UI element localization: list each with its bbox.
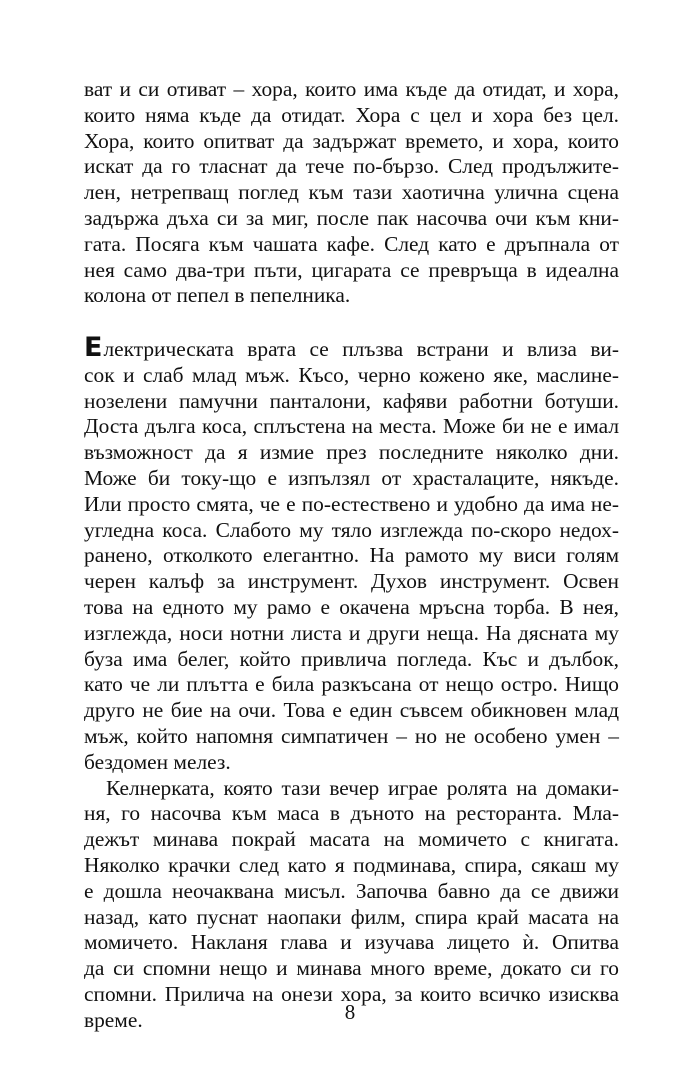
text-line: дежът минава покрай масата на момичето с книгата.	[84, 827, 619, 852]
text-line: ранено, отколкото елегантно. На рамото му виси голям	[84, 543, 619, 568]
page-number: 8	[344, 1000, 356, 1024]
text-line: гата. Посяга към чашата кафе. След като е дръпнала от	[84, 231, 619, 256]
text-line: изглежда, носи нотни листа и други неща. На дясната му	[84, 620, 619, 645]
text-line: буза има белег, който привлича погледа. Къс и дълбок,	[84, 646, 619, 671]
text-line: лен, нетрепващ поглед към тази хаотична улична сцена	[84, 180, 619, 205]
text-line: колона от пепел в пепелника.	[84, 283, 351, 308]
text-line: Келнерката, която тази вечер играе ролята на домаки-	[106, 775, 619, 800]
text-line: черен калъф за инструмент. Духов инструмент. Освен	[84, 569, 619, 594]
text-line: угледна коса. Слабото му тяло изглежда по-скоро недох-	[84, 517, 619, 542]
text-line: възможност да я измие през последните няколко дни.	[84, 440, 619, 465]
text-line: друго не бие на очи. Това е един съвсем обикновен млад	[84, 698, 619, 723]
text-line: спомни. Прилича на онези хора, за които всичко изисква	[84, 981, 619, 1006]
text-line: Може би току-що е изпълзял от храсталаците, някъде.	[84, 465, 619, 490]
text-line: назад, като пуснат наопаки филм, спира край масата на	[84, 904, 619, 929]
text-line: това на едното му рамо е окачена мръсна торба. В нея,	[84, 594, 619, 619]
paragraph-continued	[84, 77, 619, 309]
text-line: нея само два-три пъти, цигарата се превръща в идеална	[84, 257, 619, 282]
text-line: Хора, които опитват да задържат времето, и хора, които	[84, 128, 619, 153]
text-line: момичето. Накланя глава и изучава лицето ѝ. Опитва	[84, 930, 619, 955]
text-line: да си спомни нещо и минава много време, докато си го	[84, 956, 619, 981]
text-line: Няколко крачки след като я подминава, спира, сякаш му	[84, 852, 619, 877]
text-line-first	[84, 332, 619, 363]
text-line: ня, го насочва към маса в дъното на ресторанта. Мла-	[84, 801, 619, 826]
section-body	[84, 332, 619, 1034]
first-line-text: лектрическата врата се плъзва встрани и влиза ви-	[103, 337, 619, 361]
text-line: ват и си отиват – хора, които има къде да отидат, и хора,	[84, 77, 619, 101]
text-line: искат да го тласнат да тече по-бързо. След продължите-	[84, 154, 619, 179]
text-line: време.	[84, 1007, 143, 1032]
text-line: Доста дълга коса, сплъстена на места. Може би не е имал	[84, 414, 619, 439]
text-line: е дошла неочаквана мисъл. Започва бавно да се движи	[84, 878, 619, 903]
text-line: нозелени памучни панталони, кафяви работни ботуши.	[84, 388, 619, 413]
text-line: Или просто смята, че е по-естествено и удобно да има не-	[84, 491, 619, 516]
text-line: бездомен мелез.	[84, 749, 231, 774]
text-line: сок и слаб млад мъж. Късо, черно кожено яке, маслине-	[84, 362, 619, 387]
text-line: като че ли плътта е била разкъсана от нещо остро. Нищо	[84, 672, 619, 697]
drop-cap-initial: Е	[84, 332, 103, 363]
text-line: задържа дъха си за миг, после пак насочва очи към кни-	[84, 205, 619, 230]
text-line: мъж, който напомня симпатичен – но не особено умен –	[84, 723, 619, 748]
text-line: които няма къде да отидат. Хора с цел и хора без цел.	[84, 102, 619, 127]
